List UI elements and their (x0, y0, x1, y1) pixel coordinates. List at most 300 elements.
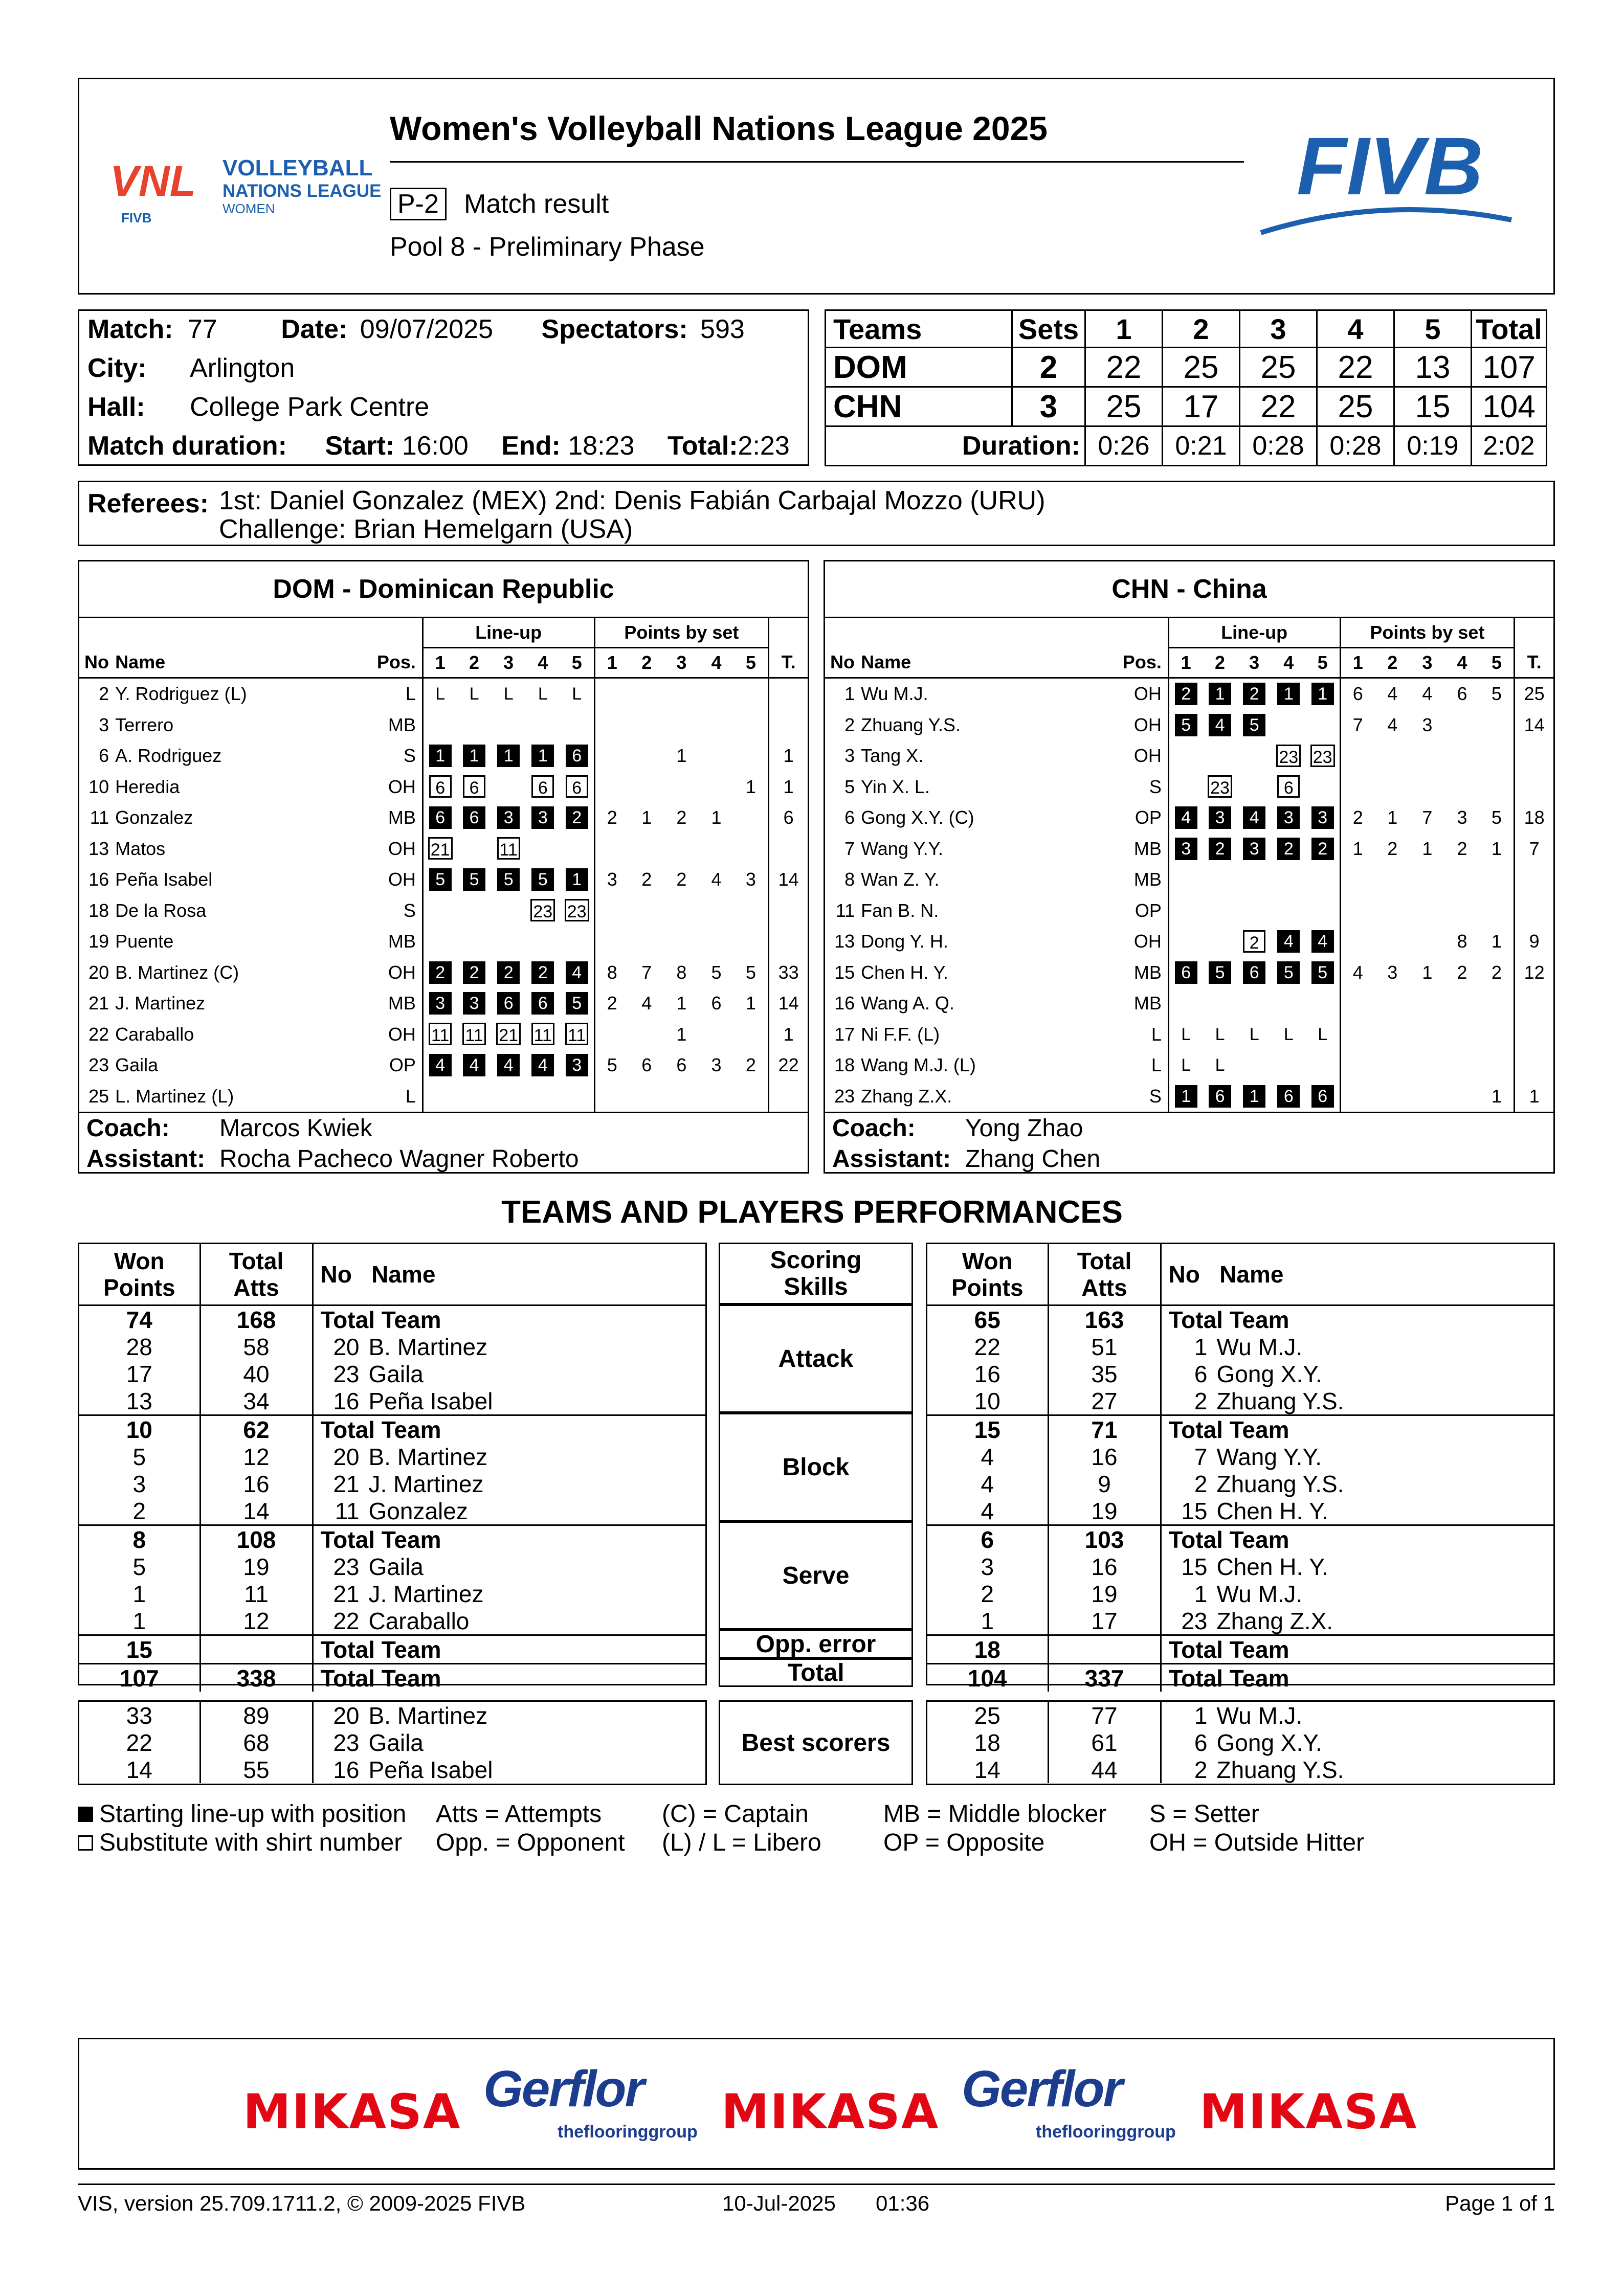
lineup-set-cell (1168, 772, 1203, 803)
performance-header-row (79, 1244, 705, 1305)
lineup-cell (566, 928, 588, 951)
total-atts: 68 (200, 1729, 313, 1756)
roster-title: DOM - Dominican Republic (79, 561, 808, 618)
pool-phase: Pool 8 - Preliminary Phase (390, 232, 705, 262)
set-points (1375, 772, 1410, 803)
player-position: S (376, 895, 422, 927)
lineup-cell (1277, 990, 1300, 1012)
total-atts: 103 (1048, 1525, 1161, 1554)
score-head-sets: Sets (1012, 310, 1085, 348)
set-points: 6 (1457, 683, 1467, 705)
lineup-cell: L (1249, 1024, 1259, 1044)
player-performance-row (79, 1470, 705, 1497)
set-points (699, 740, 733, 772)
set-duration: 0:26 (1085, 426, 1163, 466)
legend-starting-text: Starting line-up with position (99, 1800, 407, 1828)
lineup-cell (1311, 990, 1334, 1012)
score-row-chn (826, 387, 1547, 426)
set-points (734, 740, 769, 772)
footer-rule (78, 2184, 1555, 2185)
set-points (1340, 1081, 1375, 1112)
lineup-cell (429, 711, 452, 734)
lineup-set-cell (560, 772, 594, 803)
starting-position-cell: 4 (1175, 806, 1197, 829)
player-name: Y. Rodriguez (L) (115, 683, 247, 705)
won-points: 10 (927, 1387, 1048, 1415)
player-cell (1161, 1702, 1553, 1729)
player-position: L (376, 678, 422, 710)
player-name: J. Martinez (368, 1470, 484, 1497)
starting-position-cell: 6 (429, 806, 452, 829)
won-points: 2 (79, 1497, 200, 1525)
player-performance-row (79, 1729, 705, 1756)
set-points: 1 (1480, 834, 1515, 865)
player-cell (1161, 1497, 1553, 1525)
starting-position-cell: 4 (429, 1054, 452, 1076)
won-points-header: Won Points (927, 1244, 1048, 1305)
lineup-set-cell (1203, 740, 1237, 772)
gerflor-logo: Gerflor (962, 2060, 1122, 2118)
lineup-set-header: 4 (1272, 648, 1306, 678)
coach-block (79, 1112, 808, 1175)
starting-position-cell: 6 (1209, 1085, 1231, 1108)
team-label: Total Team (1161, 1415, 1553, 1444)
lineup-set-cell (1203, 895, 1237, 927)
lineup-set-cell (1272, 988, 1306, 1019)
document-header (78, 78, 1555, 295)
points-header: Points by set (1340, 618, 1515, 648)
player-row (79, 1019, 808, 1050)
team-total-row (927, 1305, 1553, 1334)
set-points: 4 (641, 993, 652, 1014)
starting-position-cell: 2 (1311, 838, 1334, 860)
won-points: 25 (927, 1702, 1048, 1729)
sponsors-banner (78, 2038, 1555, 2170)
substitute-cell: 23 (1208, 775, 1232, 798)
lineup-set-cell (1272, 740, 1306, 772)
player-row (79, 1050, 808, 1081)
won-points: 1 (79, 1607, 200, 1635)
player-number: 2 (844, 714, 855, 735)
starting-position-cell: 5 (429, 868, 452, 891)
no-name-header: No Name (313, 1244, 705, 1305)
set-points (1444, 864, 1479, 895)
set-points: 2 (1480, 957, 1515, 988)
score-set: 25 (1085, 387, 1163, 426)
total-points: 18 (1524, 807, 1545, 828)
team-label: Total Team (1161, 1525, 1553, 1554)
player-row (825, 772, 1553, 803)
lineup-set-cell (560, 864, 594, 895)
score-row-dom (826, 348, 1547, 387)
player-name: Wang A. Q. (861, 993, 954, 1014)
total-points: 9 (1529, 931, 1540, 952)
empty-square-icon (78, 1835, 93, 1851)
set-points (1444, 895, 1479, 927)
lineup-set-cell (1168, 1050, 1203, 1081)
total-points (1515, 772, 1553, 803)
points-set-header: 5 (1480, 648, 1515, 678)
set-points (1444, 988, 1479, 1019)
set-points (664, 772, 699, 803)
lineup-set-cell (1272, 802, 1306, 834)
vnl-logo-sub: FIVB (121, 210, 152, 226)
best-scorers-label: Best scorers (719, 1700, 913, 1785)
substitute-cell: 11 (531, 1023, 554, 1045)
set-points (1375, 988, 1410, 1019)
player-name: Zhang Z.X. (861, 1085, 952, 1107)
player-number: 23 (1181, 1607, 1208, 1634)
player-position: OH (1122, 926, 1168, 957)
set-points: 2 (1352, 807, 1363, 828)
starting-position-cell: 4 (1311, 930, 1334, 953)
total-points (1515, 895, 1553, 927)
set-points (1480, 1019, 1515, 1050)
lineup-set-cell (1306, 1050, 1340, 1081)
player-name: J. Martinez (368, 1580, 484, 1607)
set-points (1444, 710, 1479, 741)
player-number: 19 (88, 931, 109, 952)
lineup-cell (1243, 1052, 1265, 1074)
total-atts: 9 (1048, 1470, 1161, 1497)
lineup-set-cell (492, 957, 526, 988)
lineup-set-cell (1168, 988, 1203, 1019)
lineup-set-cell (1272, 864, 1306, 895)
player-number: 25 (88, 1085, 109, 1107)
referees-label: Referees: (87, 489, 209, 519)
player-number: 23 (834, 1085, 855, 1107)
score-head-set2: 2 (1163, 310, 1240, 348)
player-position: OH (376, 957, 422, 988)
set-points: 8 (676, 961, 687, 983)
lineup-cell: L (1283, 1024, 1294, 1044)
title-rule (390, 161, 1244, 163)
total-atts-header: Total Atts (1048, 1244, 1161, 1305)
lineup-set-cell (422, 988, 457, 1019)
player-name: Wang Y.Y. (861, 838, 943, 859)
player-cell (313, 1497, 705, 1525)
score-set: 25 (1317, 387, 1394, 426)
total-atts: 108 (200, 1525, 313, 1554)
player-name: Wang Y.Y. (1216, 1443, 1322, 1470)
player-row (825, 678, 1553, 710)
set-points: 2 (1457, 961, 1467, 983)
set-points (1375, 895, 1410, 927)
lineup-set-cell (1272, 710, 1306, 741)
set-points (699, 926, 733, 957)
lineup-set-cell (1306, 864, 1340, 895)
set-points (629, 1081, 664, 1112)
set-points (1410, 926, 1444, 957)
duration-row-label: Duration: (826, 426, 1085, 466)
lineup-set-cell (1237, 1050, 1272, 1081)
lineup-set-cell (1306, 1081, 1340, 1112)
score-head-set1: 1 (1085, 310, 1163, 348)
starting-position-cell: 3 (1311, 806, 1334, 829)
set-points (664, 895, 699, 927)
lineup-set-cell (1272, 1050, 1306, 1081)
score-set: 17 (1163, 387, 1240, 426)
lineup-set-cell (1203, 802, 1237, 834)
set-points (1375, 926, 1410, 957)
fivb-swoosh (1261, 210, 1511, 233)
legend-substitute-text: Substitute with shirt number (99, 1829, 403, 1856)
lineup-set-cell (1272, 1081, 1306, 1112)
player-number: 11 (835, 899, 855, 921)
team-label: Total Team (1161, 1664, 1553, 1692)
lineup-set-cell (492, 864, 526, 895)
set-points: 6 (641, 1054, 652, 1076)
set-points (629, 1019, 664, 1050)
lineup-cell: L (1318, 1024, 1328, 1044)
substitute-cell: 6 (531, 775, 554, 798)
starting-position-cell: 1 (429, 745, 452, 767)
assistant-line (825, 1144, 1553, 1175)
set-points (1480, 895, 1515, 927)
set-points (1480, 864, 1515, 895)
player-number: 1 (1194, 1702, 1208, 1729)
total-atts: 62 (200, 1415, 313, 1444)
starting-position-cell: 6 (1243, 961, 1265, 984)
start-label: Start: (325, 431, 395, 461)
match-info-line1 (87, 314, 745, 345)
total-atts: 11 (200, 1580, 313, 1607)
set-points: 3 (1457, 807, 1467, 828)
roster-header-spacer (79, 618, 422, 648)
starting-position-cell: 1 (1311, 683, 1334, 705)
player-number: 21 (333, 1470, 360, 1497)
set-points: 4 (711, 869, 722, 890)
lineup-cell (531, 1083, 554, 1105)
set-points (699, 834, 733, 865)
player-name: Puente (115, 931, 174, 952)
player-performance-row (79, 1360, 705, 1387)
player-performance-row (927, 1607, 1553, 1635)
team-label: Total Team (313, 1525, 705, 1554)
lineup-set-cell (457, 1019, 491, 1050)
won-points: 15 (79, 1635, 200, 1664)
player-row (825, 1081, 1553, 1112)
lineup-set-cell (457, 988, 491, 1019)
team-total-row (927, 1415, 1553, 1444)
total-atts-header: Total Atts (200, 1244, 313, 1305)
won-points: 18 (927, 1635, 1048, 1664)
player-cell (313, 1443, 705, 1470)
lineup-set-cell (492, 710, 526, 741)
player-position: MB (376, 710, 422, 741)
player-number: 13 (88, 838, 109, 859)
set-points (629, 710, 664, 741)
player-name: A. Rodriguez (115, 745, 222, 767)
lineup-cell (566, 835, 588, 858)
lineup-set-cell (457, 926, 491, 957)
player-number: 18 (88, 899, 109, 921)
total-atts (200, 1635, 313, 1664)
player-position: MB (1122, 957, 1168, 988)
gerflor-tagline: theflooringgroup (1036, 2122, 1176, 2142)
lineup-cell: L (538, 684, 548, 704)
lineup-cell: L (1215, 1024, 1225, 1044)
starting-position-cell: 1 (531, 745, 554, 767)
player-name: Caraballo (368, 1607, 470, 1634)
lineup-cell: L (1215, 1055, 1225, 1075)
lineup-set-cell (492, 678, 526, 710)
player-position: L (1122, 1019, 1168, 1050)
lineup-cell (1311, 866, 1334, 889)
team-total-row (79, 1305, 705, 1334)
set-points: 5 (607, 1054, 617, 1076)
player-name: Chen H. Y. (1216, 1497, 1328, 1524)
team-total-row (79, 1415, 705, 1444)
points-set-header: 4 (1444, 648, 1479, 678)
scoring-skills-header: Scoring Skills (719, 1243, 913, 1304)
starting-position-cell: 5 (1209, 961, 1231, 984)
total-atts: 338 (200, 1664, 313, 1692)
set-points: 1 (1387, 807, 1398, 828)
lineup-set-cell (526, 678, 560, 710)
player-number: 23 (333, 1360, 360, 1387)
duration-label: Match duration: (87, 431, 287, 461)
lineup-cell (497, 1083, 520, 1105)
set-points (594, 926, 629, 957)
substitute-cell: 6 (566, 775, 588, 798)
starting-position-cell: 2 (566, 806, 588, 829)
substitute-cell: 6 (1277, 775, 1300, 798)
substitute-cell: 11 (429, 1023, 452, 1045)
lineup-set-cell (1237, 772, 1272, 803)
lineup-set-cell (492, 772, 526, 803)
team-total-row (79, 1525, 705, 1554)
roster-header-row (79, 648, 808, 678)
filled-square-icon (78, 1807, 93, 1822)
roster-header-spacer (825, 618, 1168, 648)
document-code: P-2 (390, 188, 447, 220)
player-performance-row (927, 1360, 1553, 1387)
start-time: 16:00 (402, 431, 469, 461)
roster-header-group (79, 618, 808, 648)
won-points: 14 (927, 1756, 1048, 1783)
lineup-cell: L (435, 684, 446, 704)
lineup-set-header: 5 (1306, 648, 1340, 678)
set-points (1480, 988, 1515, 1019)
lineup-cell (463, 711, 485, 734)
lineup-set-cell (457, 740, 491, 772)
starting-position-cell: 2 (531, 961, 554, 984)
assistant-name: Zhang Chen (965, 1145, 1101, 1173)
player-number: 16 (834, 993, 855, 1014)
lineup-set-cell (457, 678, 491, 710)
set-points (699, 710, 733, 741)
won-points: 8 (79, 1525, 200, 1554)
set-points (594, 678, 629, 710)
won-points: 2 (927, 1580, 1048, 1607)
set-points: 5 (711, 961, 722, 983)
lineup-cell (531, 928, 554, 951)
lineup-set-cell (1168, 864, 1203, 895)
dom-best-scorers-table (79, 1702, 705, 1783)
lineup-set-cell (526, 864, 560, 895)
match-info (78, 309, 809, 466)
hall-value: College Park Centre (190, 392, 430, 422)
player-name: Wu M.J. (1216, 1333, 1303, 1360)
lineup-cell (1311, 1052, 1334, 1074)
player-number: 15 (834, 961, 855, 983)
set-points (1340, 772, 1375, 803)
points-set-header: 5 (734, 648, 769, 678)
competition-title: Women's Volleyball Nations League 2025 (390, 109, 1048, 147)
lineup-set-cell (492, 1050, 526, 1081)
starting-position-cell: 6 (463, 806, 485, 829)
starting-position-cell: 3 (429, 992, 452, 1015)
player-position: L (1122, 1050, 1168, 1081)
set-points: 1 (1480, 926, 1515, 957)
vnl-line1: VOLLEYBALL (223, 155, 373, 181)
lineup-cell: L (1181, 1024, 1191, 1044)
lineup-set-cell (1272, 1019, 1306, 1050)
gerflor-logo: Gerflor (483, 2060, 643, 2118)
set-points (1375, 1019, 1410, 1050)
player-performance-row (927, 1580, 1553, 1607)
total-atts: 89 (200, 1702, 313, 1729)
player-position: OH (1122, 710, 1168, 741)
player-number: 1 (1194, 1580, 1208, 1607)
total-atts: 19 (1048, 1580, 1161, 1607)
starting-position-cell: 2 (497, 961, 520, 984)
player-name: Zhuang Y.S. (861, 714, 961, 735)
starting-position-cell: 6 (531, 992, 554, 1015)
player-number: 11 (335, 1497, 360, 1524)
lineup-set-cell (526, 834, 560, 865)
footer-page: Page 1 of 1 (1445, 2191, 1555, 2215)
player-number: 1 (844, 683, 855, 705)
team-label: Total Team (313, 1415, 705, 1444)
vnl-line3: WOMEN (223, 201, 275, 216)
lineup-set-cell (560, 710, 594, 741)
player-number: 23 (333, 1729, 360, 1756)
lineup-set-cell (422, 834, 457, 865)
player-cell (313, 1470, 705, 1497)
score-team: DOM (826, 348, 1012, 387)
won-points: 4 (927, 1497, 1048, 1525)
lineup-set-cell (526, 710, 560, 741)
won-points: 5 (79, 1553, 200, 1580)
legend-oh: OH = Outside Hitter (1149, 1829, 1365, 1856)
set-points (629, 926, 664, 957)
total-points: 14 (778, 869, 799, 890)
roster-header-group (825, 618, 1553, 648)
set-points: 4 (1387, 714, 1398, 735)
date-label: Date: (281, 314, 348, 344)
lineup-cell (1311, 711, 1334, 734)
lineup-set-cell (1237, 1019, 1272, 1050)
set-points (594, 740, 629, 772)
player-position: OH (1122, 678, 1168, 710)
player-cell (1161, 1387, 1553, 1415)
starting-position-cell: 3 (1175, 838, 1197, 860)
dom-performance-table (79, 1244, 705, 1692)
lineup-cell (1311, 897, 1334, 919)
roster-chn (824, 560, 1555, 1174)
team-label: Total Team (1168, 1306, 1289, 1333)
substitute-cell: 6 (429, 775, 452, 798)
set-points (629, 895, 664, 927)
lineup-set-cell (1203, 1050, 1237, 1081)
lineup-cell (1277, 1052, 1300, 1074)
substitute-cell: 23 (1276, 745, 1301, 767)
lineup-set-cell (1237, 678, 1272, 710)
score-head-set4: 4 (1317, 310, 1394, 348)
player-name: Gonzalez (115, 807, 193, 828)
